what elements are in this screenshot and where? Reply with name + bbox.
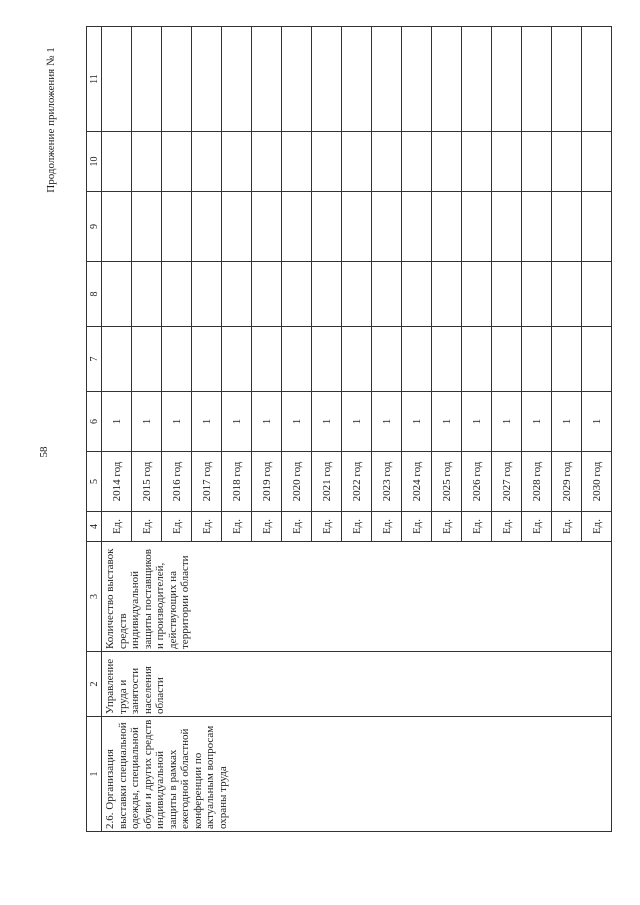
empty-cell-col-11 (162, 27, 192, 132)
empty-cell-col-9 (102, 192, 132, 262)
empty-cell-col-7 (252, 327, 282, 392)
empty-cell-col-11 (402, 27, 432, 132)
column-number: 2 (87, 652, 102, 717)
empty-cell-col-8 (252, 262, 282, 327)
empty-cell-col-7 (402, 327, 432, 392)
empty-cell-col-10 (372, 132, 402, 192)
empty-cell-col-9 (492, 192, 522, 262)
page-number: 58 (38, 446, 50, 458)
table-row (102, 27, 132, 832)
value-cell: 1 (282, 392, 312, 452)
unit-cell: Ед. (372, 512, 402, 542)
unit-cell: Ед. (522, 512, 552, 542)
empty-cell-col-11 (102, 27, 132, 132)
year-cell: 2027 год (492, 452, 522, 512)
empty-cell-col-8 (432, 262, 462, 327)
unit-cell: Ед. (582, 512, 612, 542)
empty-cell-col-7 (432, 327, 462, 392)
empty-cell-col-8 (492, 262, 522, 327)
empty-cell-col-9 (552, 192, 582, 262)
empty-cell-col-9 (582, 192, 612, 262)
unit-cell: Ед. (432, 512, 462, 542)
empty-cell-col-10 (312, 132, 342, 192)
unit-cell: Ед. (552, 512, 582, 542)
empty-cell-col-10 (192, 132, 222, 192)
empty-cell-col-9 (342, 192, 372, 262)
column-number-row (87, 27, 102, 832)
empty-cell-col-11 (462, 27, 492, 132)
empty-cell-col-11 (192, 27, 222, 132)
unit-cell: Ед. (102, 512, 132, 542)
value-cell: 1 (432, 392, 462, 452)
empty-cell-col-11 (312, 27, 342, 132)
column-number: 8 (87, 262, 102, 327)
table-wrap (86, 27, 603, 832)
rotated-table-area (86, 27, 603, 832)
column-number: 11 (87, 27, 102, 132)
empty-cell-col-7 (342, 327, 372, 392)
empty-cell-col-10 (402, 132, 432, 192)
year-cell: 2017 год (192, 452, 222, 512)
empty-cell-col-8 (282, 262, 312, 327)
empty-cell-col-10 (342, 132, 372, 192)
column-number: 9 (87, 192, 102, 262)
value-cell: 1 (582, 392, 612, 452)
value-cell: 1 (522, 392, 552, 452)
empty-cell-col-9 (522, 192, 552, 262)
empty-cell-col-8 (192, 262, 222, 327)
year-cell: 2030 год (582, 452, 612, 512)
empty-cell-col-7 (492, 327, 522, 392)
empty-cell-col-11 (222, 27, 252, 132)
year-cell: 2029 год (552, 452, 582, 512)
empty-cell-col-9 (252, 192, 282, 262)
value-cell: 1 (462, 392, 492, 452)
empty-cell-col-8 (162, 262, 192, 327)
value-cell: 1 (162, 392, 192, 452)
empty-cell-col-10 (222, 132, 252, 192)
empty-cell-col-11 (582, 27, 612, 132)
year-cell: 2019 год (252, 452, 282, 512)
action-cell: 2.6. Организация выставки специальной одежды, специальной обуви и других средств индивидуальной защиты в рамках ежегодной областной конференции по актуальным вопросам охраны труда (102, 717, 612, 832)
empty-cell-col-8 (312, 262, 342, 327)
value-cell: 1 (222, 392, 252, 452)
empty-cell-col-8 (102, 262, 132, 327)
empty-cell-col-11 (522, 27, 552, 132)
empty-cell-col-8 (552, 262, 582, 327)
empty-cell-col-9 (372, 192, 402, 262)
empty-cell-col-7 (372, 327, 402, 392)
empty-cell-col-7 (192, 327, 222, 392)
empty-cell-col-11 (282, 27, 312, 132)
value-cell: 1 (372, 392, 402, 452)
empty-cell-col-10 (162, 132, 192, 192)
column-number: 4 (87, 512, 102, 542)
empty-cell-col-9 (462, 192, 492, 262)
year-cell: 2025 год (432, 452, 462, 512)
empty-cell-col-8 (402, 262, 432, 327)
empty-cell-col-8 (582, 262, 612, 327)
value-cell: 1 (552, 392, 582, 452)
empty-cell-col-11 (252, 27, 282, 132)
empty-cell-col-7 (102, 327, 132, 392)
unit-cell: Ед. (282, 512, 312, 542)
empty-cell-col-8 (372, 262, 402, 327)
unit-cell: Ед. (402, 512, 432, 542)
value-cell: 1 (312, 392, 342, 452)
empty-cell-col-10 (432, 132, 462, 192)
empty-cell-col-9 (162, 192, 192, 262)
empty-cell-col-7 (282, 327, 312, 392)
value-cell: 1 (252, 392, 282, 452)
empty-cell-col-10 (252, 132, 282, 192)
empty-cell-col-9 (402, 192, 432, 262)
value-cell: 1 (132, 392, 162, 452)
empty-cell-col-11 (132, 27, 162, 132)
unit-cell: Ед. (192, 512, 222, 542)
year-cell: 2020 год (282, 452, 312, 512)
empty-cell-col-7 (222, 327, 252, 392)
empty-cell-col-7 (162, 327, 192, 392)
empty-cell-col-7 (462, 327, 492, 392)
unit-cell: Ед. (132, 512, 162, 542)
empty-cell-col-9 (432, 192, 462, 262)
indicator-cell: Количество выставок средств индивидуальной защиты поставщиков и производителей, действующих на территории области (102, 542, 612, 652)
empty-cell-col-8 (342, 262, 372, 327)
year-cell: 2028 год (522, 452, 552, 512)
empty-cell-col-10 (582, 132, 612, 192)
column-number: 1 (87, 717, 102, 832)
year-cell: 2021 год (312, 452, 342, 512)
empty-cell-col-10 (462, 132, 492, 192)
year-cell: 2024 год (402, 452, 432, 512)
column-number: 7 (87, 327, 102, 392)
value-cell: 1 (342, 392, 372, 452)
unit-cell: Ед. (222, 512, 252, 542)
appendix-title: Продолжение приложения № 1 (45, 47, 57, 193)
value-cell: 1 (402, 392, 432, 452)
empty-cell-col-11 (432, 27, 462, 132)
table-body (102, 27, 612, 832)
column-number: 3 (87, 542, 102, 652)
value-cell: 1 (492, 392, 522, 452)
empty-cell-col-10 (282, 132, 312, 192)
unit-cell: Ед. (252, 512, 282, 542)
empty-cell-col-9 (222, 192, 252, 262)
unit-cell: Ед. (462, 512, 492, 542)
empty-cell-col-10 (132, 132, 162, 192)
empty-cell-col-8 (522, 262, 552, 327)
empty-cell-col-9 (312, 192, 342, 262)
value-cell: 1 (192, 392, 222, 452)
empty-cell-col-8 (132, 262, 162, 327)
empty-cell-col-10 (492, 132, 522, 192)
executor-cell: Управление труда и занятости населения области (102, 652, 612, 717)
unit-cell: Ед. (162, 512, 192, 542)
value-cell: 1 (102, 392, 132, 452)
unit-cell: Ед. (342, 512, 372, 542)
empty-cell-col-7 (312, 327, 342, 392)
empty-cell-col-11 (342, 27, 372, 132)
year-cell: 2026 год (462, 452, 492, 512)
empty-cell-col-10 (552, 132, 582, 192)
year-cell: 2015 год (132, 452, 162, 512)
empty-cell-col-7 (582, 327, 612, 392)
empty-cell-col-8 (462, 262, 492, 327)
program-table (86, 26, 612, 832)
year-cell: 2022 год (342, 452, 372, 512)
unit-cell: Ед. (492, 512, 522, 542)
year-cell: 2018 год (222, 452, 252, 512)
unit-cell: Ед. (312, 512, 342, 542)
column-number: 6 (87, 392, 102, 452)
year-cell: 2014 год (102, 452, 132, 512)
empty-cell-col-7 (552, 327, 582, 392)
column-number: 10 (87, 132, 102, 192)
empty-cell-col-7 (132, 327, 162, 392)
empty-cell-col-9 (132, 192, 162, 262)
year-cell: 2016 год (162, 452, 192, 512)
empty-cell-col-9 (192, 192, 222, 262)
empty-cell-col-10 (522, 132, 552, 192)
empty-cell-col-11 (492, 27, 522, 132)
empty-cell-col-8 (222, 262, 252, 327)
empty-cell-col-11 (372, 27, 402, 132)
year-cell: 2023 год (372, 452, 402, 512)
empty-cell-col-11 (552, 27, 582, 132)
empty-cell-col-10 (102, 132, 132, 192)
empty-cell-col-9 (282, 192, 312, 262)
column-number: 5 (87, 452, 102, 512)
empty-cell-col-7 (522, 327, 552, 392)
